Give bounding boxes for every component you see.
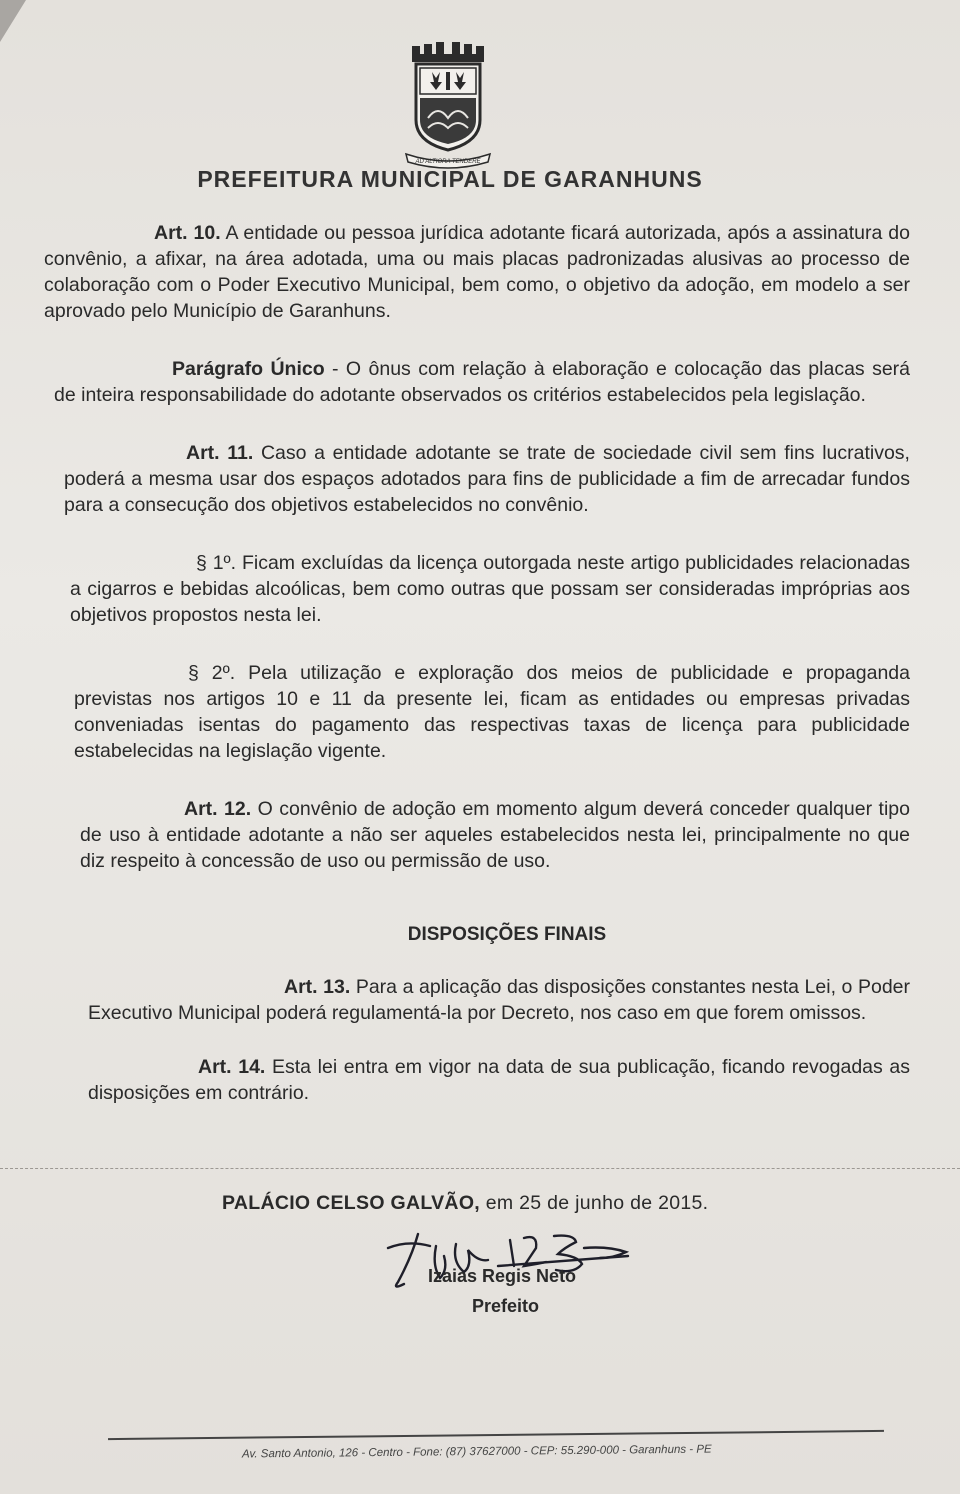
page-corner-shadow	[0, 0, 26, 42]
article-label: Art. 14.	[198, 1056, 266, 1078]
page-title: PREFEITURA MUNICIPAL DE GARANHUNS	[197, 166, 703, 192]
paragraph-1	[44, 550, 910, 628]
footer-address: Av. Santo Antonio, 126 - Centro - Fone: (87) 37627000 - CEP: 55.290-000 - Garanhuns - PE	[241, 1443, 712, 1461]
paragraph-label: Parágrafo Único	[172, 358, 325, 380]
article-label: Art. 11.	[186, 442, 254, 464]
article-text: O convênio de adoção em momento algum deverá conceder qualquer tipo de uso à entidade adotante a não ser aqueles estabelecidos nesta lei, principalmente no que diz respeito à concessão de uso ou permissão de uso.	[80, 798, 910, 872]
paragraph-text: - O ônus com relação à elaboração e colocação das placas será de inteira responsabilidade do adotante observados os critérios estabelecidos pela legislação.	[54, 358, 911, 406]
municipal-crest-icon	[402, 42, 494, 170]
section-title: DISPOSIÇÕES FINAIS	[407, 924, 607, 945]
article-label: Art. 12.	[184, 798, 252, 820]
article-10	[44, 220, 910, 324]
footer-divider	[108, 1430, 884, 1440]
dateline-place: PALÁCIO CELSO GALVÃO,	[222, 1192, 481, 1214]
article-text: Para a aplicação das disposições constantes nesta Lei, o Poder Executivo Municipal poderá regulamentá-la por Decreto, nos caso em que forem omissos.	[88, 976, 911, 1024]
paragrafo-unico	[44, 356, 910, 408]
paragraph-label: § 1º.	[196, 552, 237, 574]
signer-name: Izaias Regis Neto	[428, 1266, 577, 1286]
article-text: Caso a entidade adotante se trate de sociedade civil sem fins lucrativos, poderá a mesma usar dos espaços adotados para fins de publicidade a fim de arrecadar fundos para a consecução dos objetivos estabelecidos no convênio.	[64, 442, 910, 516]
article-text: Esta lei entra em vigor na data de sua publicação, ficando revogadas as disposições em contrário.	[88, 1056, 910, 1104]
signer-role: Prefeito	[472, 1296, 540, 1316]
dateline-date: em 25 de junho de 2015.	[480, 1192, 709, 1214]
article-13	[44, 974, 910, 1026]
paragraph-2	[44, 660, 910, 764]
article-label: Art. 13.	[284, 976, 351, 998]
crest-motto: AD ALTIORA TENDERE	[415, 159, 481, 165]
dateline	[222, 1192, 708, 1215]
article-11	[44, 440, 910, 518]
article-14	[44, 1054, 910, 1106]
document-body	[44, 220, 910, 1106]
paragraph-text: Pela utilização e exploração dos meios de publicidade e propaganda previstas nos artigos 10 e 11 da presente lei, ficam as entidades ou empresas privadas conveniadas isentas do pagamento das respectivas taxas de licença para publicidade estabelecidas na legislação vigente.	[74, 662, 910, 762]
article-label: Art. 10.	[154, 222, 221, 244]
article-text: A entidade ou pessoa jurídica adotante ficará autorizada, após a assinatura do convênio, a afixar, na área adotada, uma ou mais placas padronizadas alusivas ao processo de colaboração com o Poder Executivo Municipal, bem como, o objetivo da adoção, em modelo a ser aprovado pelo Município de Garanhuns.	[44, 222, 910, 322]
fold-line	[0, 1168, 960, 1169]
paragraph-text: Ficam excluídas da licença outorgada neste artigo publicidades relacionadas a cigarros e bebidas alcoólicas, bem como outras que possam ser consideradas impróprias aos objetivos propostos nesta lei.	[70, 552, 910, 626]
article-12	[44, 796, 910, 874]
paragraph-label: § 2º.	[188, 662, 236, 684]
